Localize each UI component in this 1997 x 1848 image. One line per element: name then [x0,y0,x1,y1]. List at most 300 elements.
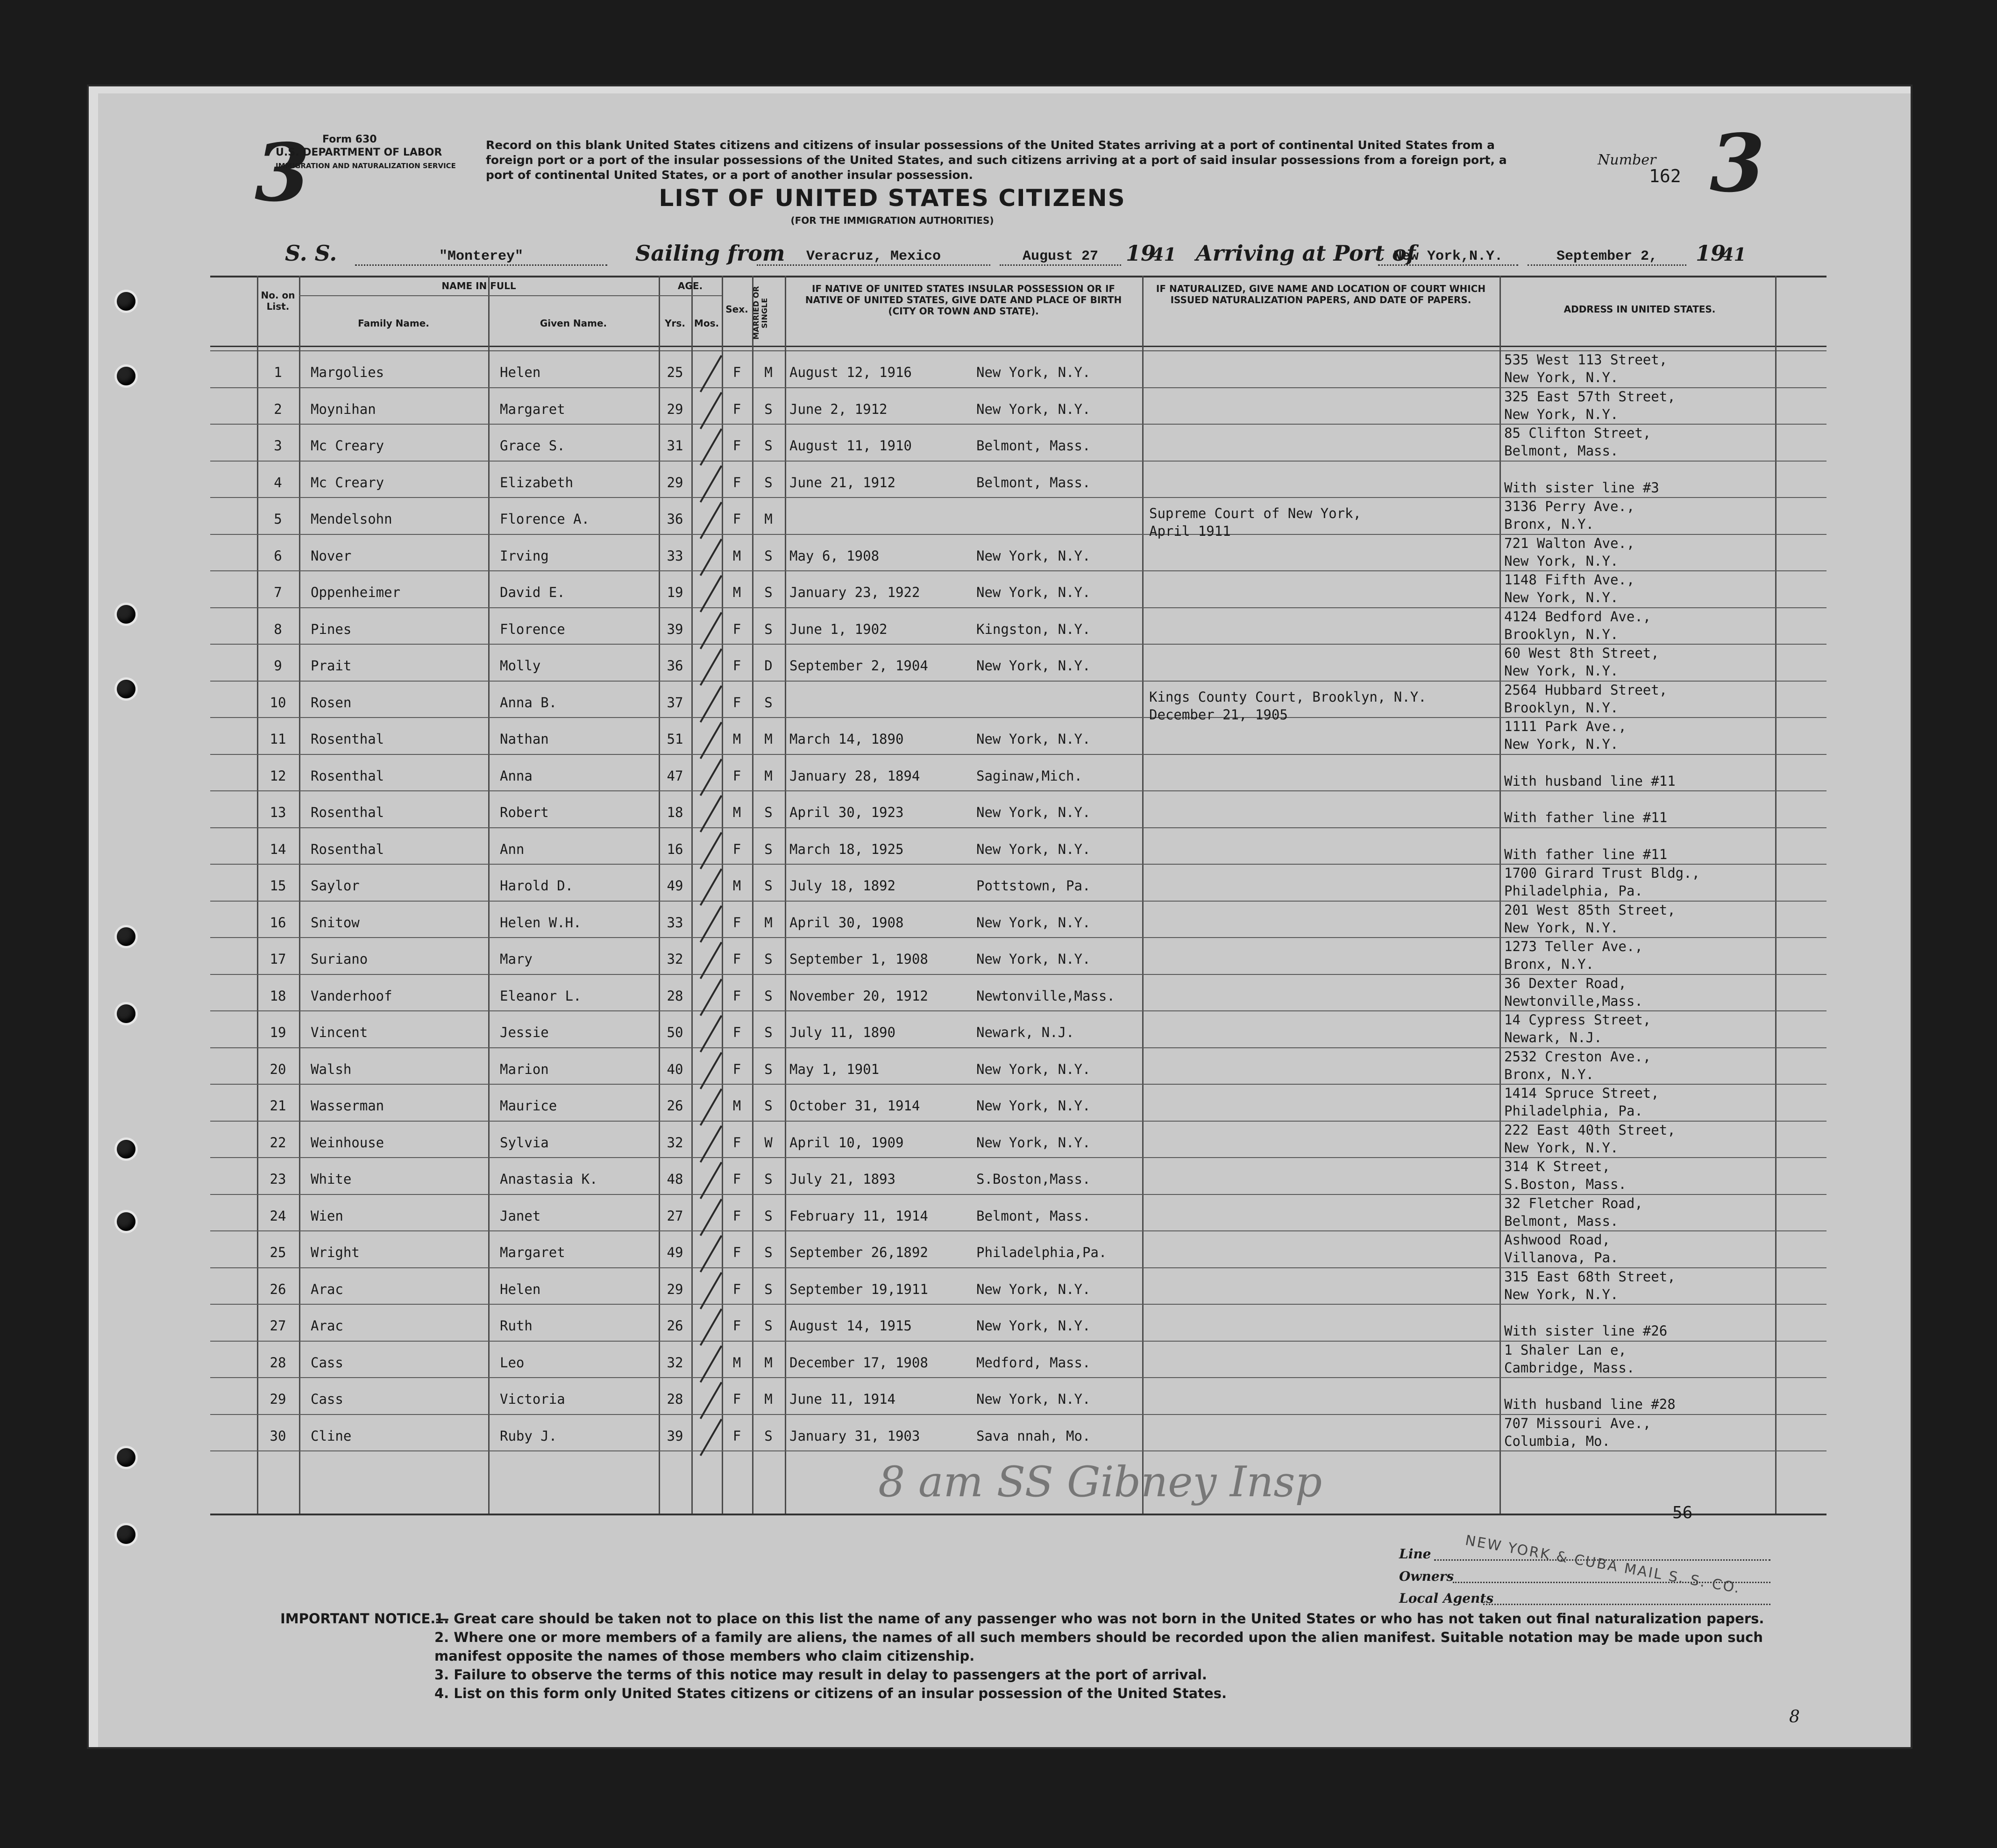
cell-given: Harold D. [500,878,574,894]
cell-no: 28 [270,1354,286,1371]
cell-age: 19 [667,584,683,600]
cell-family: Arac [311,1318,343,1334]
cell-bplace: New York, N.Y. [976,1098,1091,1114]
cell-sex: F [732,438,741,454]
cell-no: 3 [274,438,282,454]
cell-address: New York, N.Y. [1504,553,1619,569]
cell-bdate: April 30, 1923 [789,804,904,820]
arrival-year-prefix: 19 [1696,241,1726,266]
cell-address: 1148 Fifth Ave., [1504,572,1635,588]
cell-bdate: July 18, 1892 [789,878,895,894]
sailing-from: Veracruz, Mexico [757,249,990,266]
cell-address: 1414 Spruce Street, [1504,1085,1659,1101]
cell-ms: S [764,584,773,600]
cell-no: 19 [270,1024,286,1040]
cell-age: 33 [667,914,683,931]
cell-given: Grace S. [500,438,565,454]
header-yrs: Yrs. [665,318,685,329]
cell-sex: F [732,474,741,490]
cell-address: New York, N.Y. [1504,1139,1619,1156]
cell-family: Rosen [311,694,352,711]
cell-address: 60 West 8th Street, [1504,645,1659,661]
cell-sex: F [732,511,741,527]
cell-no: 20 [270,1061,286,1077]
header-name-in-full: NAME IN FULL [441,280,516,291]
cell-bplace: Newtonville,Mass. [976,988,1115,1004]
hand-mark-left: 3 [255,126,310,220]
cell-address: 1273 Teller Ave., [1504,938,1643,954]
header-address: ADDRESS IN UNITED STATES. [1563,304,1716,315]
cell-bdate: March 18, 1925 [789,841,904,857]
header-mos: Mos. [694,318,719,329]
cell-bplace: New York, N.Y. [976,584,1091,600]
cell-given: Ann [500,841,525,857]
cell-bdate: April 10, 1909 [789,1134,904,1151]
form-number: Form 630 [322,134,377,145]
cell-bplace: New York, N.Y. [976,1318,1091,1334]
list-number: 162 [1649,166,1681,186]
cell-age: 26 [667,1098,683,1114]
cell-ms: S [764,1244,773,1260]
cell-given: Helen [500,1281,541,1297]
punch-hole [117,1525,135,1544]
cell-family: Suriano [311,951,368,967]
cell-bplace: New York, N.Y. [976,1391,1091,1407]
cell-address: 1700 Girard Trust Bldg., [1504,865,1700,881]
cell-family: Rosenthal [311,731,384,747]
cell-address: 222 East 40th Street, [1504,1122,1676,1138]
cell-ms: M [764,731,773,747]
cell-age: 37 [667,694,683,711]
header-married-single: MARRIED OR SINGLE [752,286,769,340]
notice-item: 3. Failure to observe the terms of this notice may result in delay to passengers at the port of arrival. [434,1667,1207,1683]
cell-bplace: New York, N.Y. [976,914,1091,931]
cell-ms: S [764,621,773,637]
cell-bplace: Belmont, Mass. [976,438,1091,454]
cell-ms: S [764,547,773,564]
cell-family: White [311,1171,352,1187]
row-divider [210,1304,1826,1305]
cell-given: Helen W.H. [500,914,582,931]
cell-sex: F [732,1281,741,1297]
cell-family: Rosenthal [311,768,384,784]
cell-sex: F [732,1024,741,1040]
header-no: No. on List. [261,290,295,312]
sailing-from-label: Sailing from [635,241,785,266]
cell-given: Jessie [500,1024,549,1040]
cell-bdate: September 2, 1904 [789,658,928,674]
cell-family: Rosenthal [311,804,384,820]
cell-bplace: Newark, N.J. [976,1024,1074,1040]
cell-address: Cambridge, Mass. [1504,1359,1635,1376]
cell-ms: M [764,1391,773,1407]
cell-bdate: September 1, 1908 [789,951,928,967]
cell-address: With sister line #3 [1504,479,1659,496]
row-divider [210,1450,1826,1451]
cell-address: 4124 Bedford Ave., [1504,608,1651,625]
cell-sex: M [732,1098,741,1114]
punch-hole [117,1140,135,1159]
cell-no: 8 [274,621,282,637]
cell-age: 36 [667,658,683,674]
cell-bdate: June 1, 1902 [789,621,888,637]
cell-ms: S [764,1318,773,1334]
cell-family: Vincent [311,1024,368,1040]
cell-family: Pines [311,621,352,637]
cell-address: Brooklyn, N.Y. [1504,626,1619,642]
cell-family: Walsh [311,1061,352,1077]
cell-bplace: Medford, Mass. [976,1354,1091,1371]
page-subtitle: (FOR THE IMMIGRATION AUTHORITIES) [790,215,994,226]
cell-naturalization: Supreme Court of New York, [1149,505,1361,521]
cell-given: Anna [500,768,533,784]
cell-address: New York, N.Y. [1504,1286,1619,1302]
cell-bdate: August 11, 1910 [789,438,912,454]
cell-bplace: Belmont, Mass. [976,1208,1091,1224]
cell-no: 21 [270,1098,286,1114]
cell-bdate: July 11, 1890 [789,1024,895,1040]
cell-sex: F [732,951,741,967]
cell-family: Mc Creary [311,438,384,454]
cell-ms: M [764,511,773,527]
cell-family: Cass [311,1354,343,1371]
punch-hole [117,1004,135,1023]
cell-address: Columbia, Mo. [1504,1433,1610,1449]
punch-hole [117,680,135,698]
punch-hole [117,605,135,624]
header-naturalized: IF NATURALIZED, GIVE NAME AND LOCATION OF COURT WHICH ISSUED NATURALIZATION PAPERS, AND DATE OF PAPERS. [1156,283,1486,306]
number-label: Number [1598,152,1656,168]
cell-no: 22 [270,1134,286,1151]
cell-bdate: November 20, 1912 [789,988,928,1004]
cell-age: 26 [667,1318,683,1334]
cell-address: Newark, N.J. [1504,1030,1602,1045]
cell-no: 23 [270,1171,286,1187]
cell-ms: S [764,1208,773,1224]
cell-sex: F [732,1208,741,1224]
cell-no: 2 [274,401,282,417]
cell-age: 29 [667,1281,683,1297]
ship-name: "Monterey" [355,249,607,266]
cell-given: Mary [500,951,533,967]
cell-bdate: September 26,1892 [789,1244,928,1260]
cell-no: 30 [270,1428,286,1444]
notice-item: 1. Great care should be taken not to place on this list the name of any passenger who was not born in the United States or who has not taken out final naturalization papers. [434,1611,1764,1627]
arrival-year: 41 [1721,244,1746,265]
cell-given: Janet [500,1208,541,1224]
company-stamp: NEW YORK & CUBA MAIL S. S. CO. [1464,1532,1742,1597]
cell-ms: M [764,768,773,784]
cell-age: 28 [667,1391,683,1407]
cell-no: 16 [270,914,286,931]
cell-given: Ruby J. [500,1428,557,1444]
cell-sex: F [732,364,741,380]
cell-no: 25 [270,1244,286,1260]
cell-bplace: S.Boston,Mass. [976,1171,1091,1187]
cell-ms: S [764,1024,773,1040]
cell-age: 18 [667,804,683,820]
cell-sex: F [732,768,741,784]
cell-bplace: New York, N.Y. [976,951,1091,967]
cell-ms: M [764,1354,773,1371]
cell-bdate: July 21, 1893 [789,1171,895,1187]
cell-bplace: Pottstown, Pa. [976,878,1091,894]
cell-given: Leo [500,1354,525,1371]
cell-address: With father line #11 [1504,810,1668,825]
cell-family: Wien [311,1208,343,1224]
cell-age: 48 [667,1171,683,1187]
cell-bdate: March 14, 1890 [789,731,904,747]
cell-ms: S [764,694,773,711]
cell-ms: S [764,951,773,967]
cell-sex: M [732,878,741,894]
cell-ms: S [764,841,773,857]
cell-sex: F [732,841,741,857]
cell-sex: F [732,401,741,417]
cell-address: Philadelphia, Pa. [1504,1103,1643,1119]
cell-sex: F [732,1318,741,1334]
cell-given: Victoria [500,1391,565,1407]
cell-sex: F [732,988,741,1004]
cell-bplace: New York, N.Y. [976,1281,1091,1297]
cell-address: 1 Shaler Lan e, [1504,1342,1627,1358]
cell-ms: S [764,1061,773,1077]
notice-list [434,1609,1775,1703]
cell-address: With sister line #26 [1504,1323,1668,1339]
cell-given: Anna B. [500,694,557,711]
cell-address: 535 West 113 Street, [1504,352,1668,368]
cell-no: 6 [274,547,282,564]
agents-field [1483,1604,1770,1605]
punch-hole [117,1448,135,1467]
cell-age: 49 [667,1244,683,1260]
cell-address: New York, N.Y. [1504,370,1619,385]
cell-bplace: Belmont, Mass. [976,474,1091,490]
cell-address: With father line #11 [1504,846,1668,862]
agents-label: Local Agents [1399,1591,1494,1606]
cell-no: 29 [270,1391,286,1407]
cell-bdate: April 30, 1908 [789,914,904,931]
cell-family: Prait [311,658,352,674]
cell-naturalization: April 1911 [1149,523,1231,539]
notice-item: 4. List on this form only United States citizens or citizens of an insular possession of the United States. [434,1685,1227,1701]
cell-no: 11 [270,731,286,747]
cell-bdate: June 11, 1914 [789,1391,895,1407]
cell-sex: M [732,804,741,820]
cell-given: Irving [500,547,549,564]
page-total: 56 [1672,1503,1693,1522]
cell-ms: S [764,401,773,417]
cell-ms: S [764,878,773,894]
cell-ms: S [764,804,773,820]
cell-address: 85 Clifton Street, [1504,425,1651,441]
cell-address: 3136 Perry Ave., [1504,498,1635,514]
cell-address: 721 Walton Ave., [1504,535,1635,551]
cell-ms: W [764,1134,773,1151]
cell-family: Wasserman [311,1098,384,1114]
cell-address: 32 Fletcher Road, [1504,1195,1643,1211]
cell-given: Margaret [500,1244,565,1260]
cell-given: Margaret [500,401,565,417]
cell-ms: S [764,1428,773,1444]
cell-no: 14 [270,841,286,857]
cell-bplace: New York, N.Y. [976,658,1091,674]
service-name: IMMIGRATION AND NATURALIZATION SERVICE [276,162,456,170]
cell-given: Elizabeth [500,474,574,490]
cell-bdate: May 1, 1901 [789,1061,880,1077]
cell-bdate: October 31, 1914 [789,1098,920,1114]
cell-address: Ashwood Road, [1504,1232,1610,1248]
cell-sex: F [732,1171,741,1187]
cell-sex: M [732,1354,741,1371]
cell-age: 50 [667,1024,683,1040]
cell-ms: M [764,914,773,931]
cell-given: Robert [500,804,549,820]
cell-sex: M [732,584,741,600]
cell-ms: D [764,658,773,674]
header-family-name: Family Name. [358,318,429,329]
cell-no: 18 [270,988,286,1004]
cell-family: Wright [311,1244,360,1260]
cell-no: 17 [270,951,286,967]
cell-age: 29 [667,401,683,417]
cell-family: Saylor [311,878,360,894]
cell-address: S.Boston, Mass. [1504,1176,1627,1192]
cell-given: Maurice [500,1098,557,1114]
punch-hole [117,367,135,385]
notice-item: 2. Where one or more members of a family are aliens, the names of all such members should be recorded upon the alien manifest. Suitable notation may be made upon such manifest opposite the names of those members who claim citizenship. [434,1629,1763,1664]
cell-bdate: January 23, 1922 [789,584,920,600]
row-divider [210,827,1826,828]
cell-naturalization: December 21, 1905 [1149,706,1288,723]
cell-address: With husband line #28 [1504,1396,1676,1412]
cell-address: New York, N.Y. [1504,663,1619,679]
cell-address: Bronx, N.Y. [1504,516,1594,532]
cell-ms: S [764,438,773,454]
cell-family: Weinhouse [311,1134,384,1151]
cell-address: 14 Cypress Street, [1504,1012,1651,1028]
cell-age: 36 [667,511,683,527]
cell-family: Moynihan [311,401,376,417]
header-sex: Sex. [725,304,748,315]
cell-age: 40 [667,1061,683,1077]
arrival-date: September 2, [1528,249,1686,266]
cell-bdate: June 2, 1912 [789,401,888,417]
cell-no: 24 [270,1208,286,1224]
cell-address: 201 West 85th Street, [1504,902,1676,918]
cell-no: 4 [274,474,282,490]
cell-given: Anastasia K. [500,1171,598,1187]
cell-sex: M [732,547,741,564]
cell-given: Helen [500,364,541,380]
cell-given: Marion [500,1061,549,1077]
cell-address: Brooklyn, N.Y. [1504,699,1619,716]
cell-age: 39 [667,1428,683,1444]
cell-address: Belmont, Mass. [1504,1213,1619,1229]
cell-bplace: New York, N.Y. [976,841,1091,857]
cell-age: 47 [667,768,683,784]
cell-ms: S [764,988,773,1004]
cell-bdate: August 14, 1915 [789,1318,912,1334]
cell-no: 1 [274,364,282,380]
cell-ms: S [764,1098,773,1114]
cell-family: Vanderhoof [311,988,392,1004]
cell-no: 12 [270,768,286,784]
cell-bplace: New York, N.Y. [976,547,1091,564]
arrival-port: New York,N.Y. [1378,249,1518,266]
cell-address: 1111 Park Ave., [1504,718,1627,734]
cell-bplace: Sava nnah, Mo. [976,1428,1091,1444]
cell-family: Mendelsohn [311,511,392,527]
cell-address: With husband line #11 [1504,773,1676,789]
cell-no: 13 [270,804,286,820]
cell-address: Belmont, Mass. [1504,443,1619,459]
cell-address: 707 Missouri Ave., [1504,1415,1651,1431]
cell-bdate: January 31, 1903 [789,1428,920,1444]
notice-label: IMPORTANT NOTICE.— [280,1611,449,1627]
punch-hole [117,292,135,311]
header-age: AGE. [677,280,703,291]
cell-given: Eleanor L. [500,988,582,1004]
cell-age: 39 [667,621,683,637]
row-divider [210,790,1826,791]
header-given-name: Given Name. [540,318,607,329]
cell-bdate: December 17, 1908 [789,1354,928,1371]
punch-hole [117,1212,135,1231]
cell-bplace: New York, N.Y. [976,1061,1091,1077]
cell-no: 9 [274,658,282,674]
cell-bplace: New York, N.Y. [976,804,1091,820]
cell-bplace: Philadelphia,Pa. [976,1244,1107,1260]
cell-address: 315 East 68th Street, [1504,1268,1676,1285]
sail-year-prefix: 19 [1126,241,1156,266]
owners-label: Owners [1399,1569,1454,1584]
cell-address: Philadelphia, Pa. [1504,883,1643,899]
ss-label: S. S. [285,241,337,266]
row-divider [210,754,1826,755]
cell-address: New York, N.Y. [1504,406,1619,422]
cell-sex: F [732,621,741,637]
cell-no: 27 [270,1318,286,1334]
cell-address: Villanova, Pa. [1504,1250,1619,1265]
cell-age: 16 [667,841,683,857]
header-birth: IF NATIVE OF UNITED STATES INSULAR POSSESSION OR IF NATIVE OF UNITED STATES, GIVE DATE AND PLACE OF BIRTH (CITY OR TOWN AND STATE). [805,283,1122,317]
cell-bplace: Kingston, N.Y. [976,621,1091,637]
cell-address: 2564 Hubbard Street, [1504,682,1668,698]
cell-given: Ruth [500,1318,533,1334]
passenger-table [210,276,1826,1514]
cell-family: Snitow [311,914,360,931]
cell-no: 7 [274,584,282,600]
punch-hole [117,927,135,946]
cell-family: Rosenthal [311,841,384,857]
cell-address: New York, N.Y. [1504,919,1619,936]
cell-address: 2532 Creston Ave., [1504,1048,1651,1065]
cell-address: Bronx, N.Y. [1504,1066,1594,1082]
cell-bplace: New York, N.Y. [976,731,1091,747]
cell-age: 32 [667,951,683,967]
cell-age: 49 [667,878,683,894]
cell-age: 25 [667,364,683,380]
cell-age: 27 [667,1208,683,1224]
cell-address: New York, N.Y. [1504,736,1619,752]
arriving-label: Arriving at Port of [1196,241,1416,266]
department-name: U.S. DEPARTMENT OF LABOR [276,147,442,158]
row-divider [210,461,1826,462]
cell-age: 33 [667,547,683,564]
cell-address: 314 K Street, [1504,1159,1610,1174]
cell-ms: S [764,1171,773,1187]
